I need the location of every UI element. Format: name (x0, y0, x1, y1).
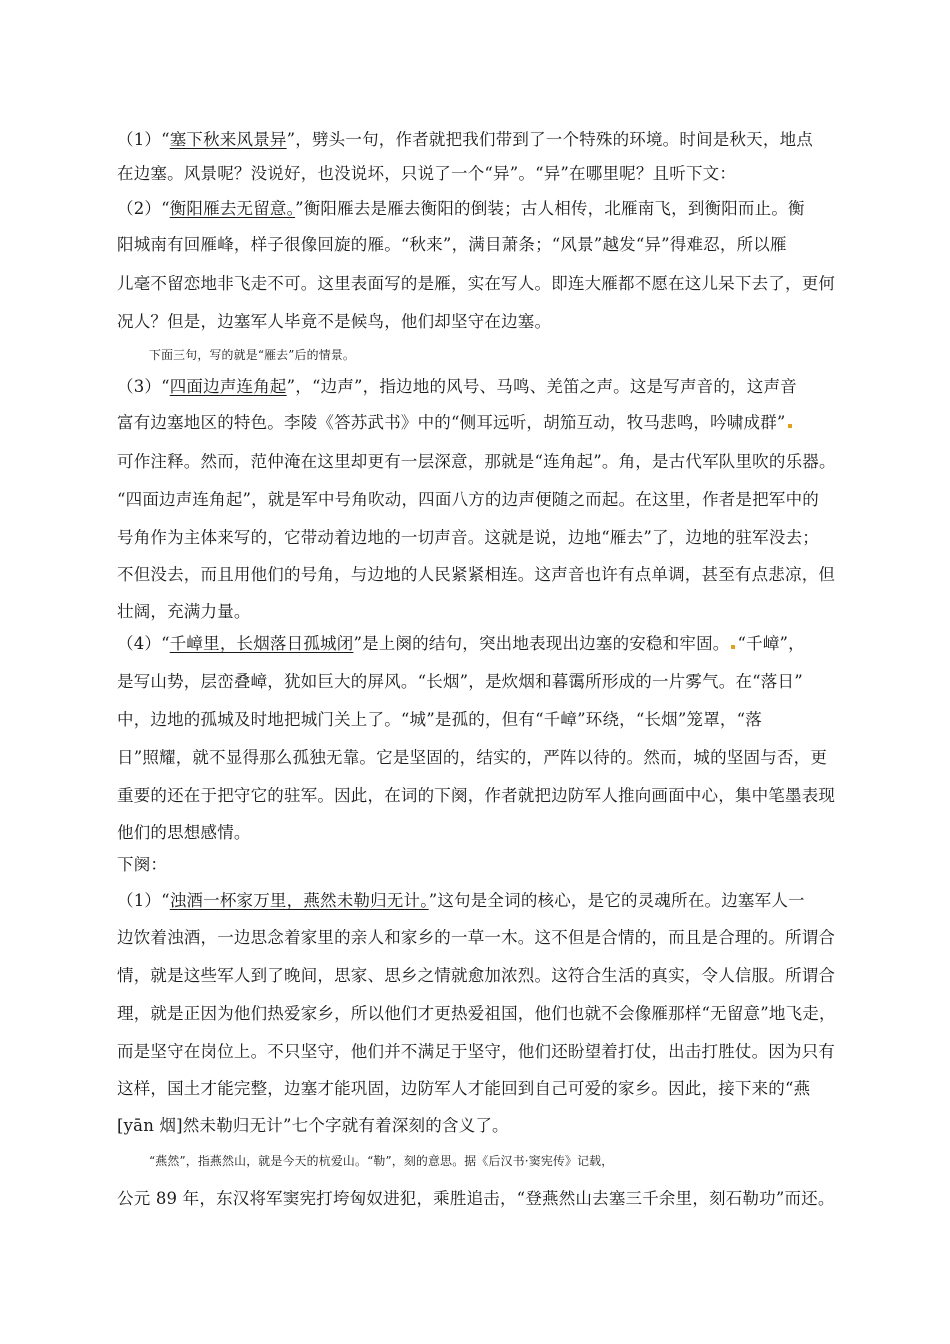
p4-line-5: 重要的还在于把守它的驻军。因此，在词的下阕，作者就把边防军人推向画面中心，集中笔墨表现 (117, 786, 836, 805)
p5-line-6: 这样，国土才能完整，边塞才能巩固，边防军人才能回到自己可爱的家乡。因此，接下来的“燕 (117, 1079, 811, 1098)
mark-dot (731, 645, 735, 649)
section-heading: 下阕： (117, 855, 168, 874)
p6-line-1: “燕然”，指燕然山，就是今天的杭爱山。“勒”，刻的意思。据《后汉书·窦宪传》记载， (149, 1154, 614, 1168)
p5-line-2: 边饮着浊酒，一边思念着家里的亲人和家乡的一草一木。这不但是合情的，而且是合理的。所谓合 (117, 928, 836, 947)
p2-line-3: 儿毫不留恋地非飞走不可。这里表面写的是雁，实在写人。即连大雁都不愿在这儿呆下去了，更何 (117, 274, 836, 293)
p4-text-b: “千嶂”， (737, 634, 805, 653)
p6-line-2: 公元 89 年，东汉将军窦宪打垮匈奴进犯，乘胜追击，“登燕然山去塞三千余里，刻石勒功”而还。 (117, 1189, 835, 1208)
p3-line-2 (117, 411, 847, 435)
p3-line-2-text: 富有边塞地区的特色。李陵《答苏武书》中的“侧耳远听，胡笳互动，牧马悲鸣，吟啸成群” (117, 413, 786, 432)
p2-line-1 (117, 197, 847, 221)
p2-text: ”衡阳雁去是雁去衡阳的倒装；古人相传，北雁南飞，到衡阳而止。衡 (295, 199, 805, 218)
p5-quote: 浊酒一杯家万里，燕然未勒归无计。 (169, 891, 429, 910)
p5-line-5: 而是坚守在岗位上。不只坚守，他们并不满足于坚守，他们还盼望着打仗，出击打胜仗。因为只有 (117, 1042, 836, 1061)
mark-dot (788, 424, 792, 428)
p1-prefix: （1）“ (117, 130, 170, 149)
p3-prefix: （3）“ (117, 377, 170, 396)
p4-line-3: 中，边地的孤城及时地把城门关上了。“城”是孤的，但有“千嶂”环绕，“长烟”笼罩，“落 (117, 710, 762, 729)
p1-text: ”，劈头一句，作者就把我们带到了一个特殊的环境。时间是秋天，地点 (286, 130, 813, 149)
transition-line: 下面三句，写的就是“雁去”后的情景。 (149, 348, 356, 362)
p5-prefix: （1）“ (117, 891, 170, 910)
p4-line-1 (117, 632, 847, 656)
p3-line-6: 不但没去，而且用他们的号角，与边地的人民紧紧相连。这声音也许有点单调，甚至有点悲凉，但 (117, 565, 836, 584)
p3-line-4: “四面边声连角起”，就是军中号角吹动，四面八方的边声便随之而起。在这里，作者是把军中的 (117, 490, 819, 509)
p4-line-2: 是写山势，层峦叠嶂，犹如巨大的屏风。“长烟”，是炊烟和暮霭所形成的一片雾气。在“落日” (117, 672, 803, 691)
p3-quote: 四面边声连角起 (169, 377, 287, 396)
p2-line-2: 阳城南有回雁峰，样子很像回旋的雁。“秋来”，满目萧条；“风景”越发“异”得难忍，所以雁 (117, 235, 787, 254)
p3-line-1 (117, 375, 847, 399)
p1-line-1 (117, 128, 847, 152)
p3-line-7: 壮阔，充满力量。 (117, 602, 251, 621)
p3-line-5: 号角作为主体来写的，它带动着边地的一切声音。这就是说，边地“雁去”了，边地的驻军没去； (117, 528, 819, 547)
p4-prefix: （4）“ (117, 634, 170, 653)
p4-line-4: 日”照耀，就不显得那么孤独无靠。它是坚固的，结实的，严阵以待的。然而，城的坚固与否，更 (117, 748, 828, 767)
p5-text: ”这句是全词的核心，是它的灵魂所在。边塞军人一 (428, 891, 805, 910)
p5-line-7: [yān 烟]然未勒归无计”七个字就有着深刻的含义了。 (117, 1116, 509, 1135)
p2-quote: 衡阳雁去无留意。 (169, 199, 296, 218)
p3-line-3: 可作注释。然而，范仲淹在这里却更有一层深意，那就是“连角起”。角，是古代军队里吹的乐器。 (117, 452, 836, 471)
p1-quote: 塞下秋来风景异 (169, 130, 287, 149)
p5-line-4: 理，就是正因为他们热爱家乡，所以他们才更热爱祖国，他们也就不会像雁那样“无留意”地飞走， (117, 1004, 836, 1023)
p4-text-a: ”是上阕的结句，突出地表现出边塞的安稳和牢固。 (353, 634, 730, 653)
p4-quote: 千嶂里，长烟落日孤城闭 (169, 634, 354, 653)
p5-line-1 (117, 889, 847, 913)
p1-line-2: 在边塞。风景呢？没说好，也没说坏，只说了一个“异”。“异”在哪里呢？且听下文： (117, 164, 737, 183)
p2-prefix: （2）“ (117, 199, 170, 218)
p3-text: ”，“边声”，指边地的风号、马鸣、羌笛之声。这是写声音的，这声音 (286, 377, 797, 396)
p4-line-6: 他们的思想感情。 (117, 823, 251, 842)
p5-line-3: 情，就是这些军人到了晚间，思家、思乡之情就愈加浓烈。这符合生活的真实，令人信服。所谓合 (117, 966, 836, 985)
p2-line-4: 况人？但是，边塞军人毕竟不是候鸟，他们却坚守在边塞。 (117, 312, 552, 331)
